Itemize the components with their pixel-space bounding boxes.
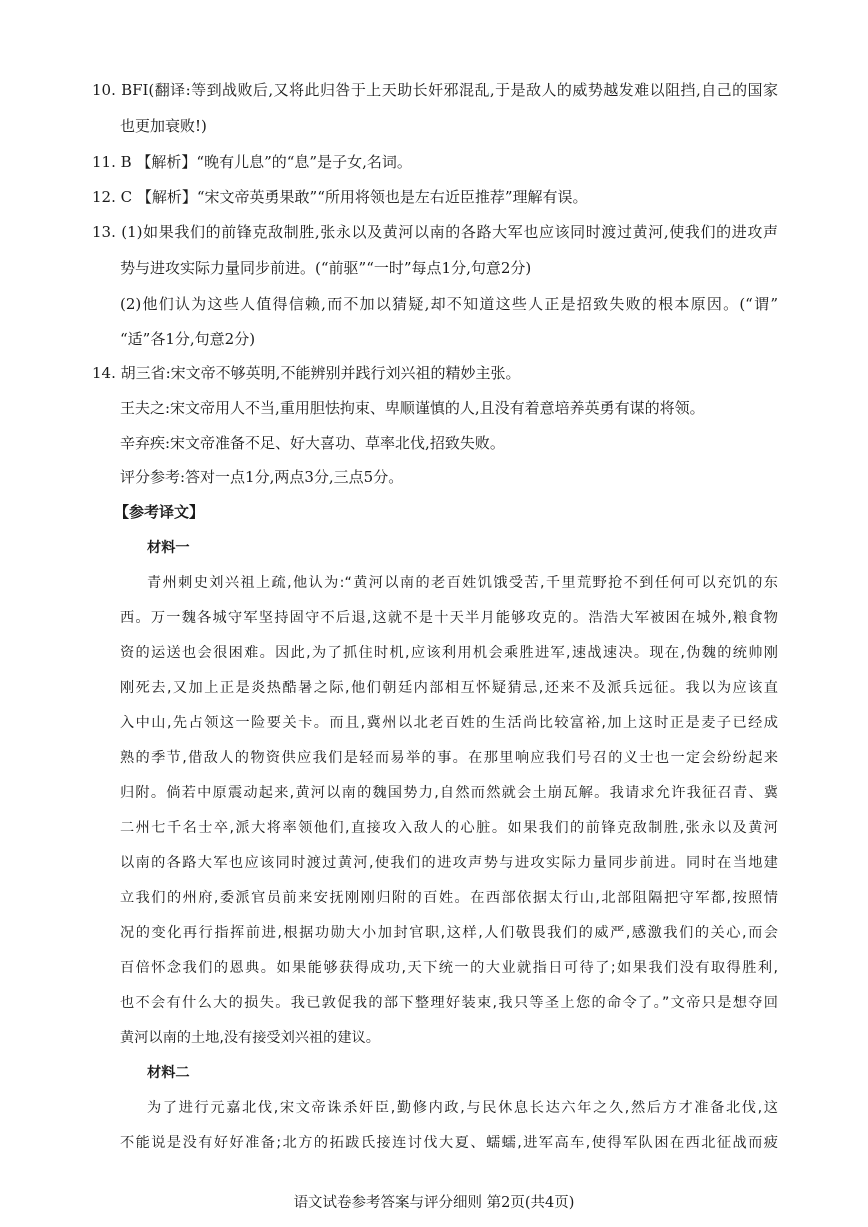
q11-answer: 11. B 【解析】“晚有儿息”的“息”是子女,名词。 xyxy=(92,153,412,171)
material-2-title: 材料二 xyxy=(147,1065,190,1081)
q13-part2-line-2: “适”各1分,句意2分) xyxy=(120,330,256,348)
reference-translation-heading: 【参考译文】 xyxy=(114,503,205,521)
material-1-line: 青州刺史刘兴祖上疏,他认为:“黄河以南的老百姓饥饿受苦,千里荒野抢不到任何可以充饥的东 xyxy=(147,575,778,591)
q13-part2-line-1: (2)他们认为这些人值得信赖,而不加以猜疑,却不知道这些人正是招致失败的根本原因。(“谓” xyxy=(120,295,778,313)
material-1-line: 以南的各路大军也应该同时渡过黄河,使我们的进攻声势与进攻实际力量同步前进。同时在当地建 xyxy=(120,855,778,871)
material-2-line: 不能说是没有好好准备;北方的拓跋氏接连讨伐大夏、蠕蠕,进军高车,使得军队困在西北征战而疲 xyxy=(120,1135,778,1151)
q10-line-1: 10. BFI(翻译:等到战败后,又将此归咎于上天助长奸邪混乱,于是敌人的威势越发难以阻挡,自己的国家 xyxy=(92,81,778,99)
material-1-line: 也不会有什么大的损失。我已敦促我的部下整理好装束,我只等圣上您的命令了。”文帝只是想夺回 xyxy=(120,995,778,1011)
material-2-line: 为了进行元嘉北伐,宋文帝诛杀奸臣,勤修内政,与民休息长达六年之久,然后方才准备北伐,这 xyxy=(147,1100,778,1116)
q10-line-2: 也更加衰败!) xyxy=(120,117,207,135)
q14-wang-fuzhi: 王夫之:宋文帝用人不当,重用胆怯拘束、卑顺谨慎的人,且没有着意培养英勇有谋的将领。 xyxy=(120,399,705,417)
material-1-line: 黄河以南的土地,没有接受刘兴祖的建议。 xyxy=(120,1030,380,1046)
q12-answer: 12. C 【解析】“宋文帝英勇果敢”“所用将领也是左右近臣推荐”理解有误。 xyxy=(92,188,588,206)
q14-hu-sansheng: 14. 胡三省:宋文帝不够英明,不能辨别并践行刘兴祖的精妙主张。 xyxy=(92,364,521,382)
material-1-line: 百倍怀念我们的恩典。如果能够获得成功,天下统一的大业就指日可待了;如果我们没有取得胜利, xyxy=(120,960,778,976)
q14-xin-qiji: 辛弃疾:宋文帝准备不足、好大喜功、草率北伐,招致失败。 xyxy=(120,434,505,452)
material-1-line: 立我们的州府,委派官员前来安抚刚刚归附的百姓。在西部依据太行山,北部阻隔把守军都,按照情 xyxy=(120,890,778,906)
material-1-line: 二州七千名士卒,派大将率领他们,直接攻入敌人的心脏。如果我们的前锋克敌制胜,张永以及黄河 xyxy=(120,820,778,836)
q14-scoring: 评分参考:答对一点1分,两点3分,三点5分。 xyxy=(120,468,404,486)
material-1-line: 归附。倘若中原震动起来,黄河以南的魏国势力,自然而然就会土崩瓦解。我请求允许我征召青、冀 xyxy=(120,785,778,801)
material-1-title: 材料一 xyxy=(147,540,190,556)
material-1-line: 刚死去,又加上正是炎热酷暑之际,他们朝廷内部相互怀疑猜忌,还来不及派兵远征。我以为应该直 xyxy=(120,680,778,696)
material-1-line: 况的变化再行指挥前进,根据功勋大小加封官职,这样,人们敬畏我们的威严,感激我们的关心,而会 xyxy=(120,925,778,941)
q13-part1-line-2: 势与进攻实际力量同步前进。(“前驱”“一时”每点1分,句意2分) xyxy=(120,259,532,277)
material-1-line: 入中山,先占领这一险要关卡。而且,冀州以北老百姓的生活尚比较富裕,加上这时正是麦子已经成 xyxy=(120,715,778,731)
material-1-line: 资的运送也会很困难。因此,为了抓住时机,应该利用机会乘胜进军,速战速决。现在,伪魏的统帅刚 xyxy=(120,645,778,661)
material-1-line: 熟的季节,借敌人的物资供应我们是轻而易举的事。在那里响应我们号召的义士也一定会纷纷起来 xyxy=(120,750,778,766)
material-1-line: 西。万一魏各城守军坚持固守不后退,这就不是十天半月能够攻克的。浩浩大军被困在城外,粮食物 xyxy=(120,610,778,626)
page-footer: 语文试卷参考答案与评分细则 第2页(共4页) xyxy=(293,1195,575,1211)
q13-part1-line-1: 13. (1)如果我们的前锋克敌制胜,张永以及黄河以南的各路大军也应该同时渡过黄河,使我们的进攻声 xyxy=(92,223,778,241)
